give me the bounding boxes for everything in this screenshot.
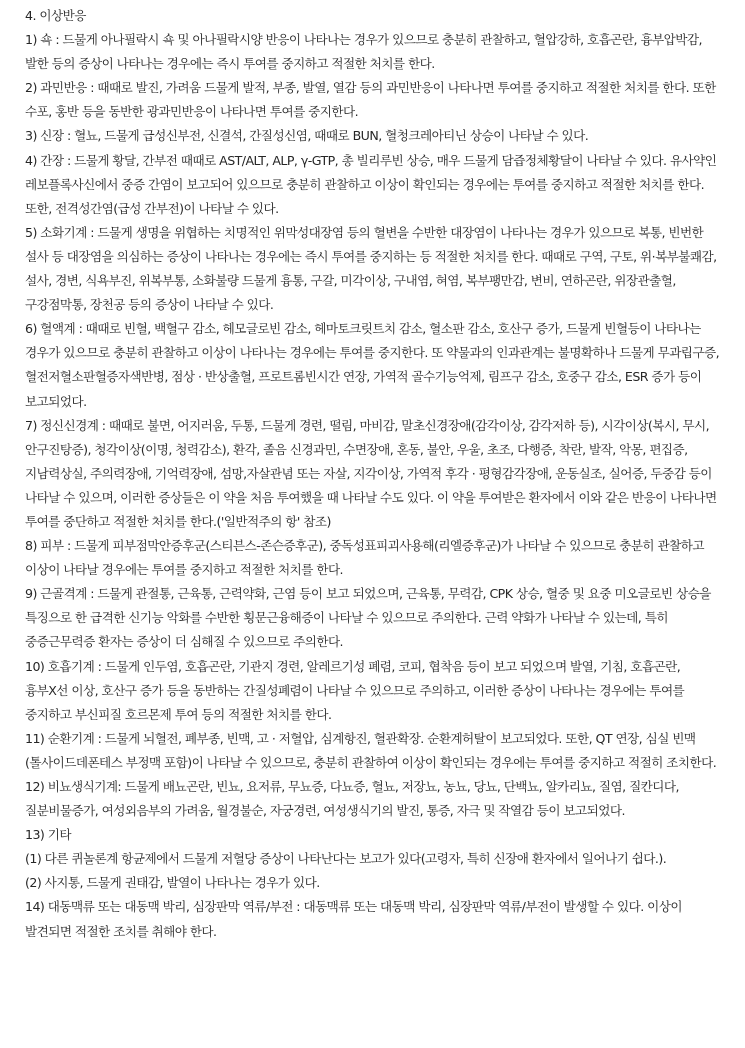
- paragraph-other-item-2: (2) 사지통, 드물게 권태감, 발열이 나타나는 경우가 있다.: [25, 875, 320, 891]
- paragraph-shock: 1) 쇽 : 드물게 아나필락시 쇽 및 아나필락시양 반응이 나타나는 경우가 있으므로 충분히 관찰하고, 혈압강하, 호흡곤란, 흉부압박감, 발한 등의 증상이 나타나는 경우에는 즉시 투여를 중지하고 적절한 처치를 한다.: [25, 32, 702, 72]
- paragraph-respiratory: 10) 호흡기계 : 드물게 인두염, 호흡곤란, 기관지 경련, 알레르기성 폐렴, 코피, 협착음 등이 보고 되었으며 발열, 기침, 호흡곤란, 흉부X선 이상, 호산구 증가 등을 동반하는 간질성폐렴이 나타날 수 있으므로 주의하고, 이러한 증상이 나타나는 경우에는 투여를 중지하고 부신피질 호르몬제 투여 등의 적절한 처치를 한다.: [25, 658, 685, 722]
- paragraph-liver: 4) 간장 : 드물게 황달, 간부전 때때로 AST/ALT, ALP, γ-GTP, 총 빌리루빈 상승, 매우 드물게 담즙정체황달이 나타날 수 있다. 유사약인 레보플록사신에서 중증 간염이 보고되어 있으므로 충분히 관찰하고 이상이 확인되는 경우에는 투여를 중지하고 적절한 처치를 한다. 또한, 전격성간염(급성 간부전)이 나타날 수 있다.: [25, 152, 717, 216]
- paragraph-blood: 6) 혈액계 : 때때로 빈혈, 백혈구 감소, 헤모글로빈 감소, 헤마토크릿트치 감소, 혈소판 감소, 호산구 증가, 드물게 빈혈등이 나타나는 경우가 있으므로 충분히 관찰하고 이상이 나타나는 경우에는 투여를 중지한다. 또 약물과의 인과관계는 불명확하나 드물게 무과립구증, 혈전저혈소판혈증자색반병, 점상 · 반상출혈, 프로트롬빈시간 연장, 가역적 골수기능억제, 림프구 감소, 호중구 감소, ESR 증가 등이 보고되었다.: [25, 321, 720, 409]
- paragraph-circulatory: 11) 순환기계 : 드물게 뇌혈전, 폐부종, 빈맥, 고 · 저혈압, 심계항진, 혈관확장. 순환계허탈이 보고되었다. 또한, QT 연장, 심실 빈맥(톨사이드데폰테스 부정맥 포함)이 나타날 수 있으므로, 충분히 관찰하여 이상이 확인되는 경우에는 투여를 중지하고 적절히 조치한다.: [25, 730, 717, 770]
- paragraph-skin: 8) 피부 : 드물게 피부점막안증후군(스티븐스-존슨증후군), 중독성표피괴사용해(리엘증후군)가 나타날 수 있으므로 충분히 관찰하고 이상이 나타날 경우에는 투여를 중지하고 적절한 처치를 한다.: [25, 538, 704, 578]
- paragraph-musculoskeletal: 9) 근골격계 : 드물게 관절통, 근육통, 근력약화, 근염 등이 보고 되었으며, 근육통, 무력감, CPK 상승, 혈중 및 요중 미오글로빈 상승을 특징으로 한 급격한 신기능 악화를 수반한 횡문근융해증이 나타날 수 있으므로 주의한다. 근력 약화가 나타날 수 있는데, 특히 중증근무력증 환자는 증상이 더 심해질 수 있으므로 주의한다.: [25, 586, 711, 650]
- paragraph-other-heading: 13) 기타: [25, 827, 71, 843]
- paragraph-other-item-1: (1) 다른 퀴놀론계 항균제에서 드물게 저혈당 증상이 나타난다는 보고가 있다(고령자, 특히 신장애 환자에서 일어나기 쉽다.).: [25, 851, 667, 867]
- paragraph-aortic: 14) 대동맥류 또는 대동맥 박리, 심장판막 역류/부전 : 대동맥류 또는 대동맥 박리, 심장판막 역류/부전이 발생할 수 있다. 이상이 발견되면 적절한 조치를 취해야 한다.: [25, 899, 682, 939]
- paragraph-urogenital: 12) 비뇨생식기계: 드물게 배뇨곤란, 빈뇨, 요저류, 무뇨증, 다뇨증, 혈뇨, 저장뇨, 농뇨, 당뇨, 단백뇨, 알카리뇨, 질염, 질칸디다, 질분비물증가, 여성외음부의 가려움, 월경불순, 자궁경련, 여성생식기의 발진, 통증, 자극 및 작열감 등이 보고되었다.: [25, 779, 679, 819]
- paragraph-hypersensitivity: 2) 과민반응 : 때때로 발진, 가려움 드물게 발적, 부종, 발열, 열감 등의 과민반응이 나타나면 투여를 중지하고 적절한 처치를 한다. 또한 수포, 홍반 등을 동반한 광과민반응이 나타나면 투여를 중지한다.: [25, 80, 716, 120]
- paragraph-kidney: 3) 신장 : 혈뇨, 드물게 급성신부전, 신결석, 간질성신염, 때때로 BUN, 혈청크레아티닌 상승이 나타날 수 있다.: [25, 128, 589, 144]
- paragraph-neuropsychiatric: 7) 정신신경계 : 때때로 불면, 어지러움, 두통, 드물게 경련, 떨림, 마비감, 말초신경장애(감각이상, 감각저하 등), 시각이상(복시, 무시, 안구진탕증), 청각이상(이명, 청력감소), 환각, 졸음 신경과민, 수면장애, 혼동, 불안, 우울, 초조, 다행증, 착란, 발작, 악몽, 편집증, 지남력상실, 주의력장애, 기억력장애, 섬망,자살관념 또는 자살, 지각이상, 가역적 후각 · 평형감각장애, 운동실조, 실어증, 두중감 등이 나타날 수 있으며, 이러한 증상들은 이 약을 처음 투여했을 때 나타날 수도 있다. 이 약을 투여받은 환자에서 이와 같은 반응이 나타나면 투여를 중단하고 적절한 처치를 한다.('일반적주의 항' 참조): [25, 417, 717, 529]
- paragraph-digestive: 5) 소화기계 : 드물게 생명을 위협하는 치명적인 위막성대장염 등의 혈변을 수반한 대장염이 나타나는 경우가 있으므로 복통, 빈번한 설사 등 대장염을 의심하는 증상이 나타나는 경우에는 즉시 투여를 중지하는 등 적절한 처치를 한다. 때때로 구역, 구토, 위·복부불쾌감, 설사, 경변, 식욕부진, 위복부통, 소화불량 드물게 흉통, 구갈, 미각이상, 구내염, 혀염, 복부팽만감, 변비, 연하곤란, 위장관출혈, 구강점막통, 장천공 등의 증상이 나타날 수 있다.: [25, 224, 717, 313]
- section-heading: 4. 이상반응: [25, 8, 86, 23]
